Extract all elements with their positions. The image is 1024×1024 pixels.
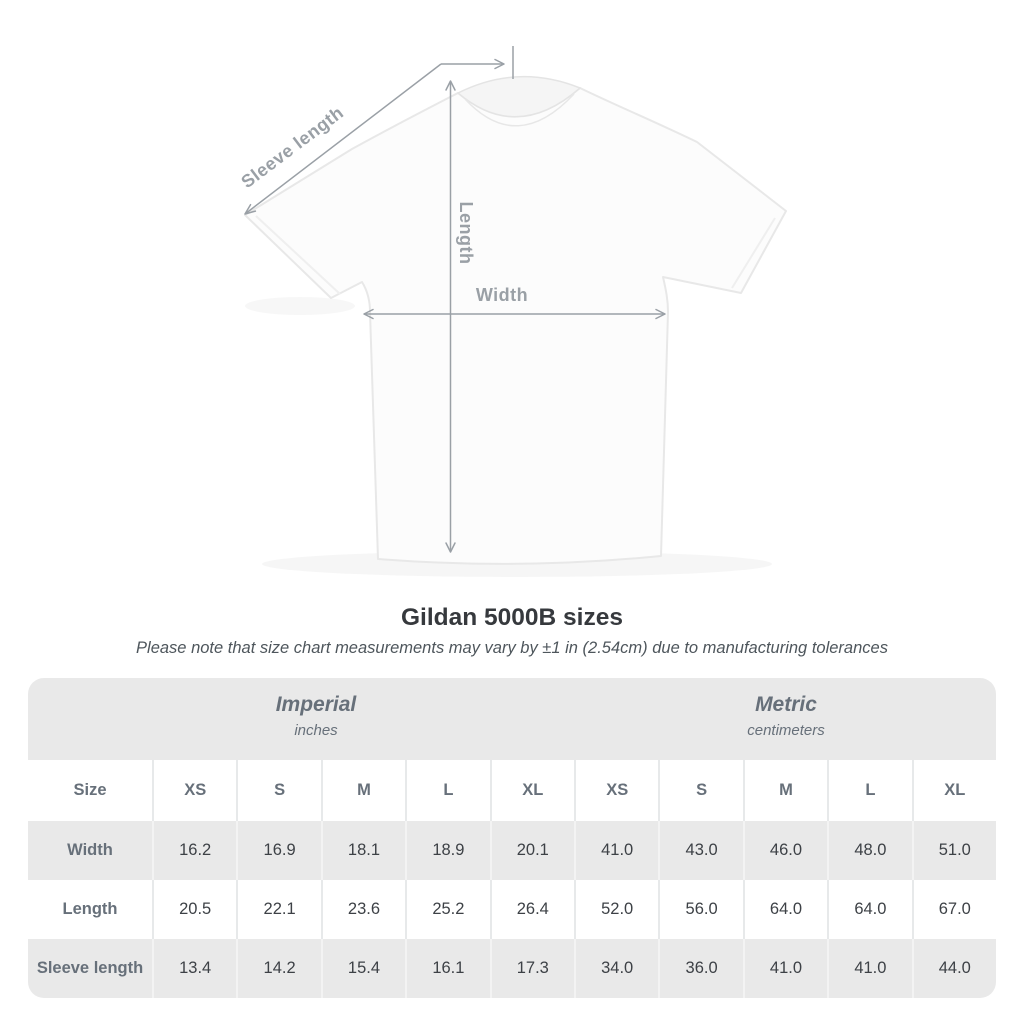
size-column-header: XS bbox=[574, 760, 658, 821]
table-row-width bbox=[28, 821, 996, 880]
size-header-row bbox=[28, 760, 996, 821]
table-row-sleeve-length bbox=[28, 939, 996, 998]
cell: 18.9 bbox=[405, 821, 489, 880]
cell: 14.2 bbox=[236, 939, 320, 998]
metric-unit: centimeters bbox=[747, 722, 825, 739]
table-row-length bbox=[28, 880, 996, 939]
cell: 26.4 bbox=[490, 880, 574, 939]
cell: 23.6 bbox=[321, 880, 405, 939]
sleeve-length-label: Sleeve length bbox=[237, 102, 348, 193]
cell: 16.1 bbox=[405, 939, 489, 998]
cell: 44.0 bbox=[912, 939, 996, 998]
imperial-label: Imperial bbox=[275, 693, 357, 716]
cell: 15.4 bbox=[321, 939, 405, 998]
cell: 64.0 bbox=[827, 880, 911, 939]
size-table bbox=[28, 678, 996, 998]
cell: 52.0 bbox=[574, 880, 658, 939]
row-label: Sleeve length bbox=[36, 959, 144, 977]
size-column-header: L bbox=[405, 760, 489, 821]
cell: 46.0 bbox=[743, 821, 827, 880]
sleeve-shadow bbox=[245, 297, 355, 315]
size-column-header: S bbox=[236, 760, 320, 821]
cell: 18.1 bbox=[321, 821, 405, 880]
cell: 41.0 bbox=[827, 939, 911, 998]
row-label: Length bbox=[62, 900, 118, 918]
size-column-header: XL bbox=[490, 760, 574, 821]
cell: 56.0 bbox=[658, 880, 742, 939]
cell: 25.2 bbox=[405, 880, 489, 939]
length-label: Length bbox=[456, 201, 476, 265]
cell: 34.0 bbox=[574, 939, 658, 998]
cell: 64.0 bbox=[743, 880, 827, 939]
cell: 20.1 bbox=[490, 821, 574, 880]
metric-label: Metric bbox=[755, 693, 817, 716]
tolerance-note: Please note that size chart measurements may vary by ±1 in (2.54cm) due to manufacturing tolerances bbox=[136, 639, 888, 657]
size-header: Size bbox=[73, 781, 107, 799]
unit-system-header bbox=[28, 678, 996, 760]
size-column-header: L bbox=[827, 760, 911, 821]
cell: 13.4 bbox=[152, 939, 236, 998]
cell: 20.5 bbox=[152, 880, 236, 939]
size-column-header: XL bbox=[912, 760, 996, 821]
size-column-header: M bbox=[321, 760, 405, 821]
width-label: Width bbox=[475, 285, 529, 305]
row-label: Width bbox=[67, 841, 113, 859]
cell: 17.3 bbox=[490, 939, 574, 998]
cell: 36.0 bbox=[658, 939, 742, 998]
tshirt-body bbox=[245, 88, 786, 564]
cell: 16.9 bbox=[236, 821, 320, 880]
cell: 41.0 bbox=[574, 821, 658, 880]
size-column-header: XS bbox=[152, 760, 236, 821]
metric-section-header bbox=[747, 693, 825, 739]
size-column-header: M bbox=[743, 760, 827, 821]
cell: 43.0 bbox=[658, 821, 742, 880]
cell: 41.0 bbox=[743, 939, 827, 998]
imperial-section-header bbox=[276, 693, 357, 739]
imperial-unit: inches bbox=[294, 722, 338, 739]
cell: 67.0 bbox=[912, 880, 996, 939]
size-column-header: S bbox=[658, 760, 742, 821]
page-title: Gildan 5000B sizes bbox=[401, 604, 623, 631]
cell: 16.2 bbox=[152, 821, 236, 880]
cell: 51.0 bbox=[912, 821, 996, 880]
cell: 48.0 bbox=[827, 821, 911, 880]
cell: 22.1 bbox=[236, 880, 320, 939]
